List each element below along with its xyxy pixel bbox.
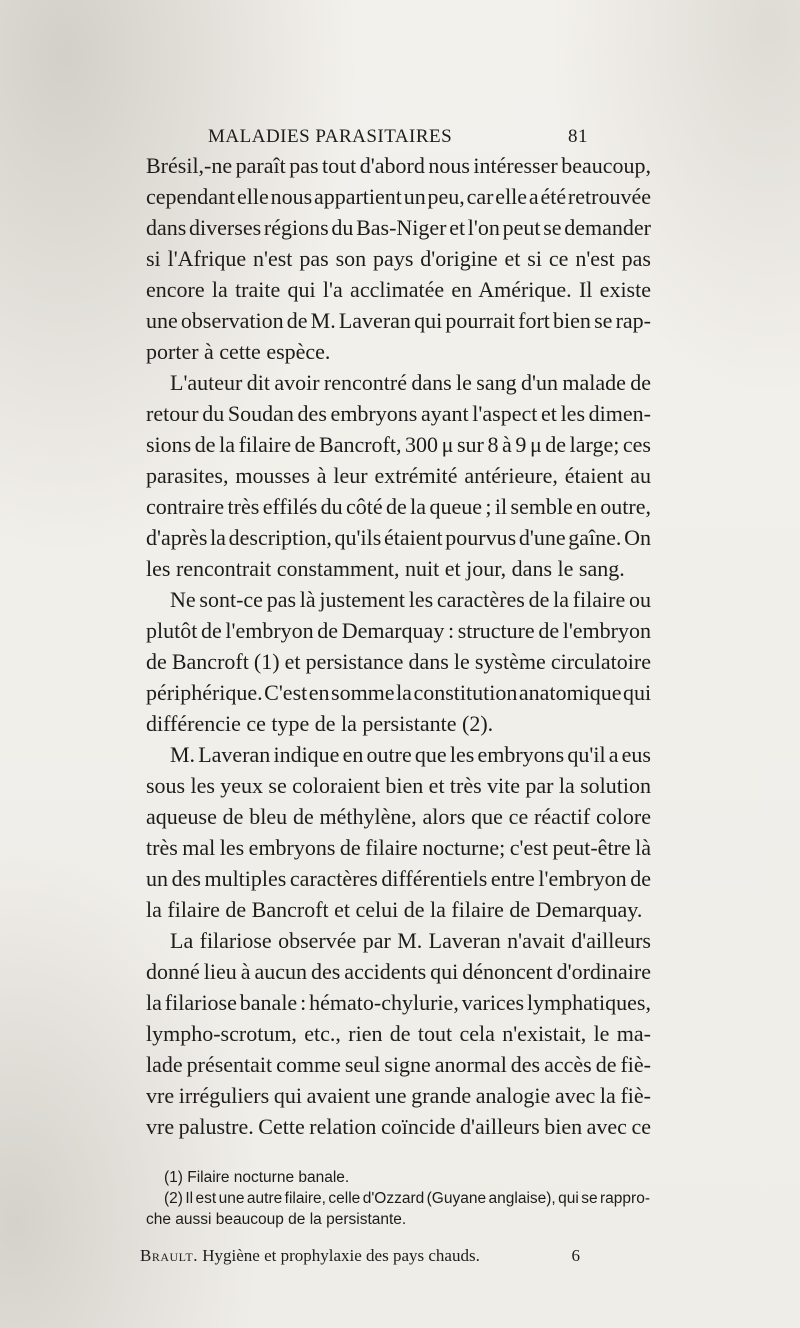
body-line: lade présentait comme seul signe anormal des accès de fiè- — [146, 1052, 651, 1077]
page-number: 81 — [568, 126, 588, 147]
body-line: de Bancroft (1) et persistance dans le système circulatoire — [146, 649, 651, 674]
signature-title: Hygiène et prophylaxie des pays chauds. — [202, 1246, 480, 1265]
running-title: MALADIES PARASITAIRES — [208, 126, 453, 147]
body-line: les rencontrait constamment, nuit et jour, dans le sang. — [146, 556, 625, 581]
body-line: dans diverses régions du Bas-Niger et l'on peut se demander — [146, 215, 651, 240]
body-line: très mal les embryons de filaire nocturne; c'est peut-être là — [146, 835, 651, 860]
body-line: contraire très effilés du côté de la queue ; il semble en outre, — [146, 494, 651, 519]
body-line: La filariose observée par M. Laveran n'avait d'ailleurs — [170, 928, 651, 953]
footnote: (2) Il est une autre filaire, celle d'Ozzard (Guyane anglaise), qui se rappro- — [164, 1190, 650, 1207]
body-line: sous les yeux se coloraient bien et très vite par la solution — [146, 773, 651, 798]
body-line: parasites, mousses à leur extrémité antérieure, étaient au — [146, 463, 651, 488]
body-line: si l'Afrique n'est pas son pays d'origine et si ce n'est pas — [146, 246, 651, 271]
signature-number: 6 — [571, 1246, 580, 1265]
body-line: la filariose banale : hémato-chylurie, varices lymphatiques, — [146, 990, 651, 1015]
body-line: une observation de M. Laveran qui pourrait fort bien se rap- — [146, 308, 651, 333]
body-line: la filaire de Bancroft et celui de la filaire de Demarquay. — [146, 897, 643, 922]
body-line: vre irréguliers qui avaient une grande analogie avec la fiè- — [146, 1083, 651, 1108]
body-line: lympho-scrotum, etc., rien de tout cela n'existait, le ma- — [146, 1021, 651, 1046]
body-line: donné lieu à aucun des accidents qui dénoncent d'ordinaire — [146, 959, 651, 984]
footnote: che aussi beaucoup de la persistante. — [146, 1211, 407, 1228]
body-line: vre palustre. Cette relation coïncide d'ailleurs bien avec ce — [146, 1114, 651, 1139]
body-line: Ne sont-ce pas là justement les caractères de la filaire ou — [170, 587, 652, 612]
body-line: un des multiples caractères différentiels entre l'embryon de — [146, 866, 651, 891]
body-line: aqueuse de bleu de méthylène, alors que ce réactif colore — [146, 804, 651, 829]
body-line: différencie ce type de la persistante (2). — [146, 711, 494, 736]
body-line: retour du Soudan des embryons ayant l'aspect et les dimen- — [146, 401, 651, 426]
body-line: cependant elle nous appartient un peu, car elle a été retrouvée — [146, 184, 651, 209]
body-line: M. Laveran indique en outre que les embryons qu'il a eus — [170, 742, 651, 767]
body-line: L'auteur dit avoir rencontré dans le sang d'un malade de — [170, 370, 651, 395]
body-line: Brésil,-ne paraît pas tout d'abord nous intéresser beaucoup, — [146, 153, 651, 178]
signature-author: Brault. — [140, 1246, 198, 1265]
body-line: encore la traite qui l'a acclimatée en Amérique. Il existe — [146, 277, 651, 302]
body-line: d'après la description, qu'ils étaient pourvus d'une gaîne. On — [146, 525, 651, 550]
footnote: (1) Filaire nocturne banale. — [164, 1169, 350, 1186]
printer-signature-line — [140, 1246, 580, 1270]
body-line: périphérique. C'est en somme la constitution anatomique qui — [146, 680, 652, 705]
body-line: porter à cette espèce. — [146, 339, 331, 364]
body-line: sions de la filaire de Bancroft, 300 μ sur 8 à 9 μ de large; ces — [146, 432, 651, 457]
body-line: plutôt de l'embryon de Demarquay : structure de l'embryon — [146, 618, 651, 643]
